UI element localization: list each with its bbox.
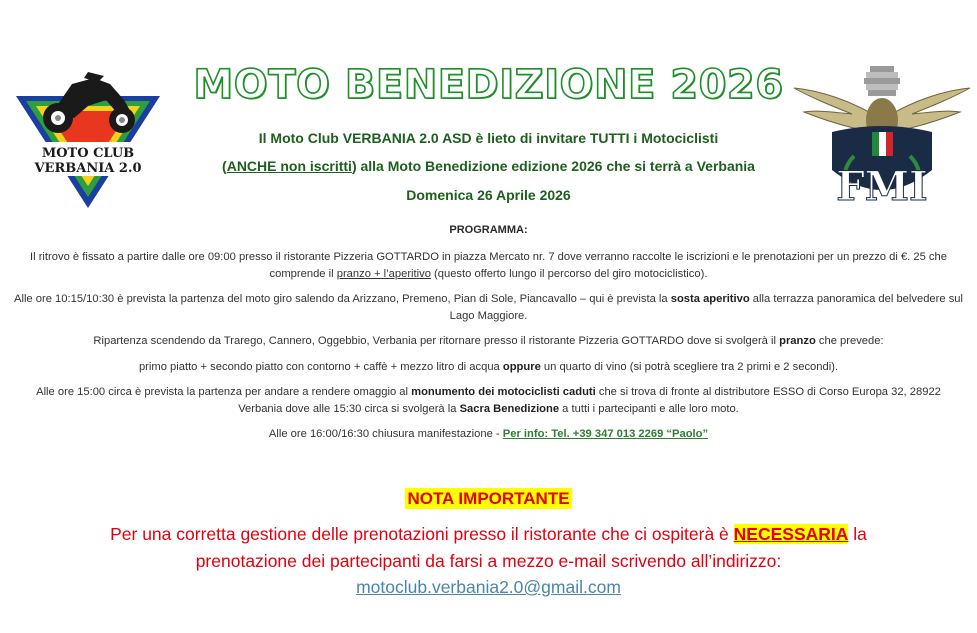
p2-text-b: alla terrazza panoramica del belvedere sul Lago Maggiore. (449, 293, 964, 322)
p3-text-a: Ripartenza scendendo da Trarego, Cannero, Oggebbio, Verbania per ritornare presso il ristorante Pizzeria GOTTARDO dove si svolgerà il (93, 335, 780, 347)
p2-text-a: Alle ore 10:15/10:30 è prevista la partenza del moto giro salendo da Arizzano, Premeno, Pian di Sole, Piancavallo – qui è prevista la (14, 293, 671, 305)
logo-left-text-2: VERBANIA 2.0 (34, 161, 142, 176)
p5-text-a: Alle ore 15:00 circa è prevista la partenza per andare a rendere omaggio al (36, 386, 412, 398)
event-date: Domenica 26 Aprile 2026 (406, 187, 571, 203)
email-link[interactable]: motoclub.verbania2.0@gmail.com (356, 577, 621, 597)
p3-bold: pranzo (779, 335, 816, 347)
moto-club-logo (14, 70, 162, 210)
intro-line-1: Il Moto Club VERBANIA 2.0 ASD è lieto di invitare TUTTI i Motociclisti (258, 130, 719, 146)
necessaria-highlight: NECESSARIA (733, 524, 849, 544)
nota-line-2: prenotazione dei partecipanti da farsi a mezzo e-mail scrivendo all’indirizzo: (195, 551, 782, 571)
p1-underlined: pranzo + l’aperitivo (336, 268, 431, 280)
p4-text-a: primo piatto + secondo piatto con contorno + caffè + mezzo litro di acqua (138, 361, 503, 373)
fmi-logo-text: FMI (836, 163, 928, 210)
programma-paragraph-5 (14, 384, 963, 418)
intro-line-2-rest: ) alla Moto Benedizione edizione 2026 che si terrà a Verbania (351, 158, 755, 174)
nota-line-1 (30, 524, 947, 545)
programma-paragraph-6 (14, 426, 963, 443)
programma-heading: PROGRAMMA: (449, 224, 528, 236)
p5-bold-1: monumento dei motociclisti caduti (411, 386, 596, 398)
p4-text-b: un quarto di vino (si potrà scegliere tra 2 primi e 2 secondi). (540, 361, 839, 373)
p5-text-c: a tutti i partecipanti e alle loro moto. (559, 403, 739, 415)
intro-line-2 (100, 158, 877, 174)
nota-line-1-a: Per una corretta gestione delle prenotazioni presso il ristorante che ci ospiterà è (110, 524, 734, 544)
p2-bold: sosta aperitivo (670, 293, 750, 305)
intro-underlined: ANCHE non iscritti (226, 158, 352, 174)
programma-paragraph-3 (14, 333, 963, 350)
logo-left-text-1: MOTO CLUB (41, 146, 135, 161)
page-title: MOTO BENEDIZIONE 2026 (193, 62, 784, 108)
programma-paragraph-2 (14, 291, 963, 325)
nota-line-1-b: la (848, 524, 867, 544)
contact-info: Per info: Tel. +39 347 013 2269 “Paolo” (502, 428, 709, 440)
p6-text-a: Alle ore 16:00/16:30 chiusura manifestazione - (268, 428, 503, 440)
programma-paragraph-1 (14, 249, 963, 283)
p1-text-a: Il ritrovo è fissato a partire dalle ore 09:00 presso il ristorante Pizzeria GOTTARDO in piazza Mercato nr. 7 dove verranno raccolte le iscrizioni e le prenotazioni per un prezzo di €. 25 che comprende il (30, 251, 947, 280)
intro-paren: ( (222, 158, 227, 174)
p5-bold-2: Sacra Benedizione (459, 403, 560, 415)
nota-importante (0, 489, 977, 509)
p1-text-b: (questo offerto lungo il percorso del giro motociclistico). (430, 268, 708, 280)
p3-text-b: che prevede: (815, 335, 884, 347)
nota-title: NOTA IMPORTANTE (407, 489, 570, 508)
p4-bold: oppure (502, 361, 541, 373)
p5-text-b: che si trova di fronte al distributore ESSO di Corso Europa 32, 28922 Verbania dove alle 15:30 circa si svolgerà la (238, 386, 941, 415)
programma-paragraph-4 (14, 359, 963, 376)
fmi-logo (792, 60, 972, 212)
